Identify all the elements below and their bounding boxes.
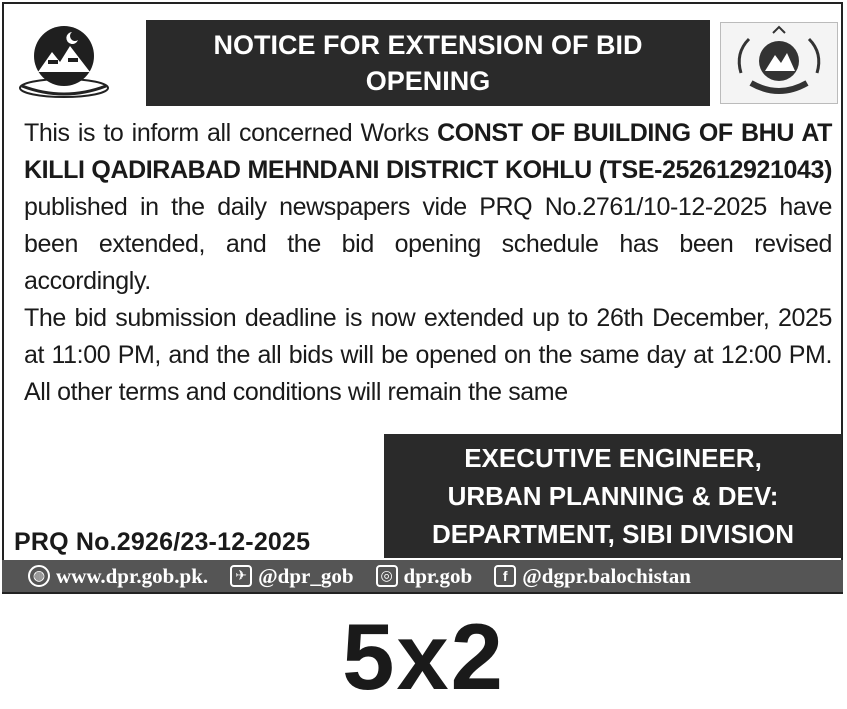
signature-block: [384, 434, 842, 558]
footer-website[interactable]: ◍ www.dpr.gob.pk.: [28, 564, 208, 589]
notice-title: [146, 20, 710, 106]
notice-title-text: NOTICE FOR EXTENSION OF BID OPENING: [213, 30, 643, 96]
signature-line-1: EXECUTIVE ENGINEER,: [464, 443, 762, 473]
body-paragraph-2: The bid submission deadline is now extended up to 26th December, 2025 at 11:00 PM, and the all bids will be opened on the same day at 12:00 PM. All other terms and conditions will remain the same: [24, 304, 832, 406]
prq-number: PRQ No.2926/23-12-2025: [14, 528, 311, 556]
footer-bar: [2, 560, 843, 592]
globe-icon: ◍: [28, 565, 50, 587]
balochistan-emblem-icon: [14, 18, 114, 104]
footer-instagram[interactable]: ◎ dpr.gob: [376, 564, 473, 589]
instagram-icon: ◎: [376, 565, 398, 587]
facebook-icon: f: [494, 565, 516, 587]
footer-facebook[interactable]: f @dgpr.balochistan: [494, 564, 691, 589]
body-paragraph-1: This is to inform all concerned Works CONST OF BUILDING OF BHU AT KILLI QADIRABAD MEHNDANI DISTRICT KOHLU (TSE-252612921043) published in the daily newspapers vide PRQ No.2761/10-12-2025 have been extended, and the bid opening schedule has been revised accordingly.: [24, 119, 832, 295]
ad-size-label: 5x2: [342, 604, 505, 709]
footer-twitter[interactable]: ✈ @dpr_gob: [230, 564, 353, 589]
signature-line-2: URBAN PLANNING & DEV:: [447, 481, 779, 511]
twitter-icon: ✈: [230, 565, 252, 587]
dgpr-emblem-icon: [720, 22, 838, 104]
work-name: CONST OF BUILDING OF BHU AT KILLI QADIRABAD MEHNDANI DISTRICT KOHLU (TSE-252612921043): [24, 119, 832, 184]
signature-line-3: DEPARTMENT, SIBI DIVISION: [431, 519, 795, 549]
notice-body: [24, 115, 832, 411]
